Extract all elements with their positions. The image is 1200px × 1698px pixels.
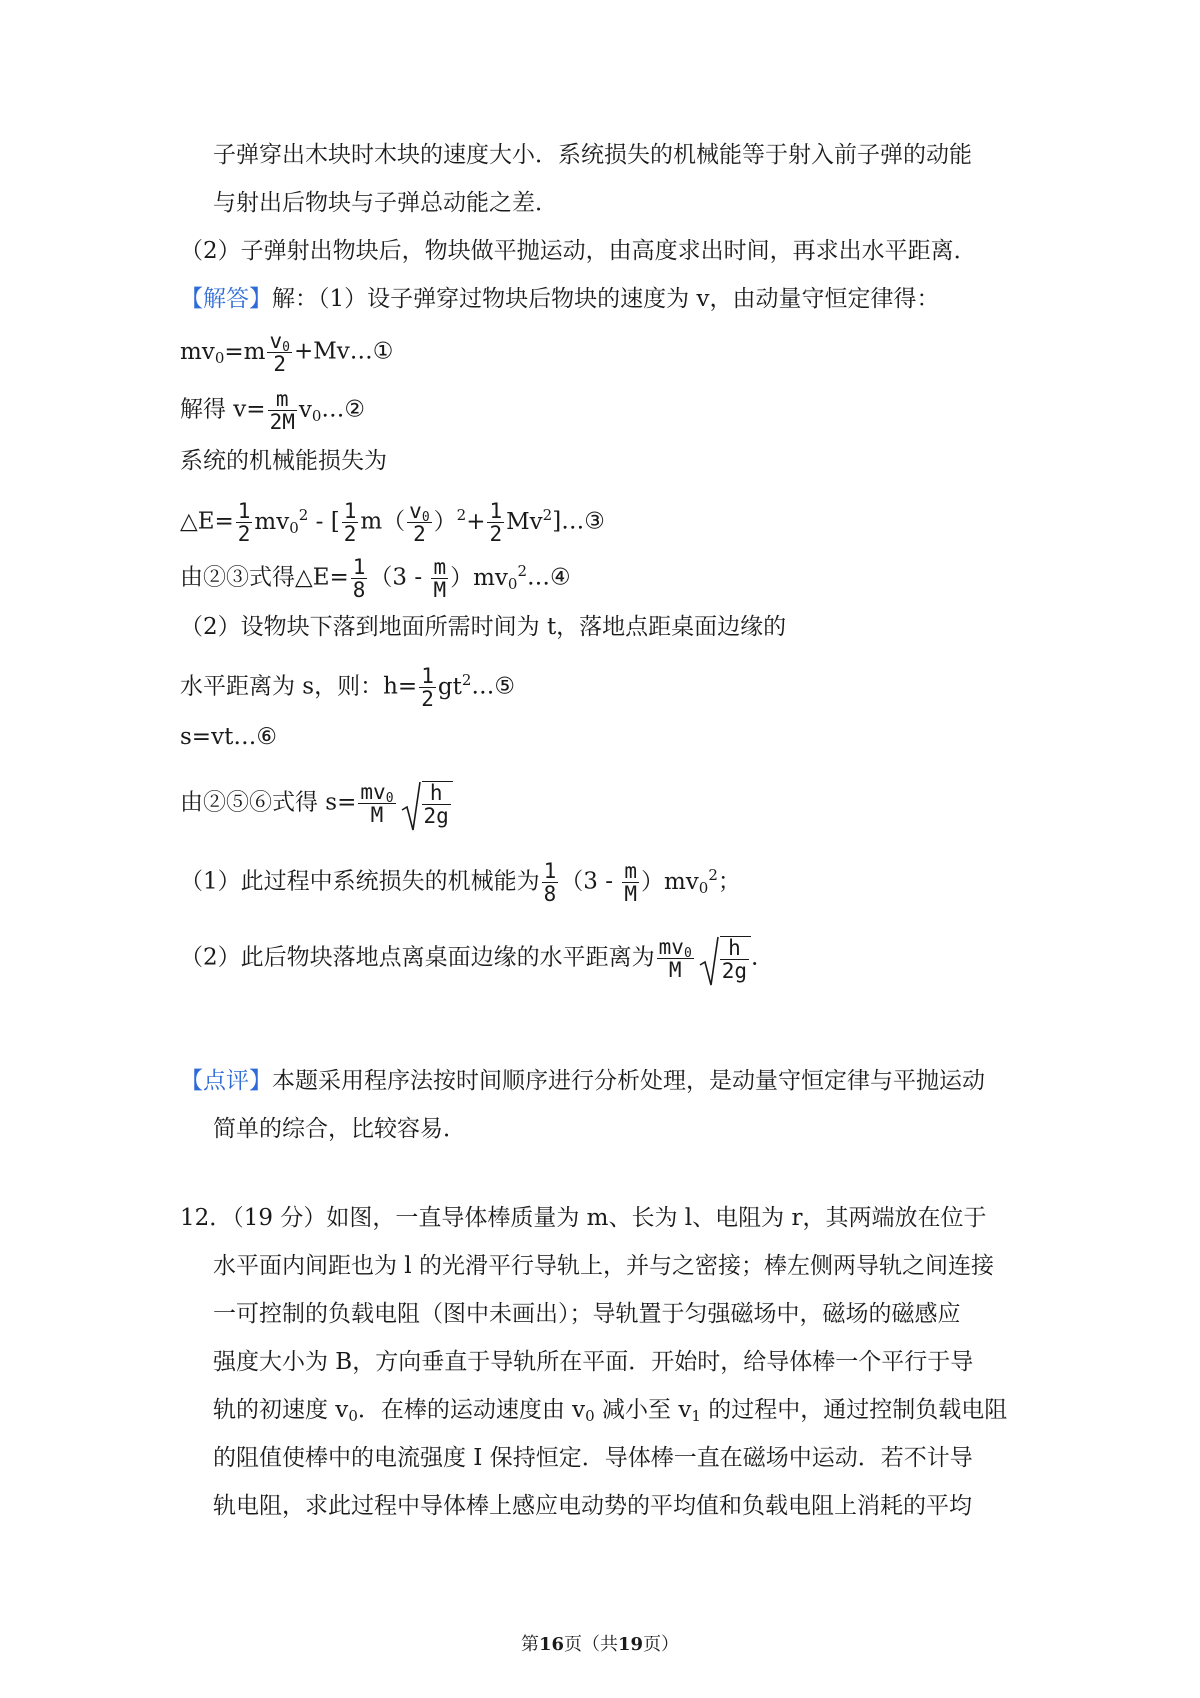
question-12-line-5: 轨的初速度 $v_0$．在棒的运动速度由 $v_0$ 减小至 $v_1$ 的过程中，通过控制负载电阻 — [213, 1397, 1008, 1425]
eq6-tail: …⑥ — [233, 724, 277, 750]
eq2-lead: 解得 v= — [180, 396, 266, 423]
eq1-fraction: $\frac{v_0}{2}$ — [269, 329, 290, 376]
question-text-1: （19 分）如图，一直导体棒质量为 m、长为 l、电阻为 r，其两端放在位于 — [232, 1205, 987, 1231]
equation-7: 由②⑤⑥式得 s= $\frac{mv_0}{M}$ $\frac{h}{2g}$ — [180, 780, 453, 827]
equation-3: △E= $\frac{1}{2}$ $mv_0^2$ - [ $\frac{1}{2}$ m（ $\frac{v_0}{2}$ ）$^2$+ $\frac{1}{2}$ Mv$^2$]…③ — [180, 499, 605, 546]
result-1: （1）此过程中系统损失的机械能为 $\frac{1}{8}$ （3 - $\frac{m}{M}$ ）$mv_0^2$； — [180, 859, 741, 906]
eq7-lead: 由②⑤⑥式得 s= — [180, 789, 357, 816]
equation-1 — [180, 330, 393, 375]
question-12-line-6: 的阻值使棒中的电流强度 I 保持恒定．导体棒一直在磁场中运动．若不计导 — [213, 1445, 973, 1471]
review-tag: 【点评】 — [180, 1068, 272, 1094]
answer-intro-text: 解：（1）设子弹穿过物块后物块的速度为 v，由动量守恒定律得： — [272, 286, 940, 312]
eq3-tail: ]…③ — [552, 508, 605, 535]
answer-tag: 【解答】 — [180, 286, 272, 312]
analysis-line-1: 子弹穿出木块时木块的速度大小．系统损失的机械能等于射入前子弹的动能 — [213, 142, 972, 168]
question-number: 12． — [180, 1205, 233, 1231]
review-line-1 — [180, 1066, 985, 1096]
eq1-lhs: $mv_0=m$ — [180, 338, 266, 367]
equation-6: s=vt…⑥ — [180, 724, 277, 750]
question-12-line-7: 轨电阻，求此过程中导体棒上感应电动势的平均值和负载电阻上消耗的平均 — [213, 1493, 972, 1519]
page-footer: 第16页（共19页） — [520, 1634, 680, 1655]
result2-lead: （2）此后物块落地点离桌面边缘的水平距离为 — [180, 944, 655, 971]
part2-line-2-lead: 水平距离为 s，则：h= — [180, 673, 418, 700]
energy-loss-label: 系统的机械能损失为 — [180, 448, 387, 474]
eq2-v0: $v_0$ — [298, 396, 322, 425]
page-total: 19 — [618, 1634, 644, 1655]
question-12-line-4: 强度大小为 B，方向垂直于导轨所在平面．开始时，给导体棒一个平行于导 — [213, 1349, 974, 1375]
page-number: 16 — [538, 1634, 564, 1655]
eq5-tail: …⑤ — [471, 673, 515, 700]
analysis-line-3: （2）子弹射出物块后，物块做平抛运动，由高度求出时间，再求出水平距离． — [180, 238, 977, 264]
part2-line-1: （2）设物块下落到地面所需时间为 t，落地点距桌面边缘的 — [180, 614, 787, 640]
question-12-line-2: 水平面内间距也为 l 的光滑平行导轨上，并与之密接；棒左侧两导轨之间连接 — [213, 1253, 994, 1279]
question-12-line-3: 一可控制的负载电阻（图中未画出）；导轨置于匀强磁场中，磁场的磁感应 — [213, 1301, 961, 1327]
eq4-tail: …④ — [527, 564, 571, 591]
eq4-lead: 由②③式得△E= — [180, 564, 349, 591]
review-text-1: 本题采用程序法按时间顺序进行分析处理，是动量守恒定律与平抛运动 — [272, 1068, 985, 1094]
answer-intro — [180, 284, 939, 314]
equation-4: 由②③式得△E= $\frac{1}{8}$ （3 - $\frac{m}{M}$ ）$mv_0^2\dots ④$ — [180, 555, 571, 602]
eq1-tail: +Mv…① — [293, 338, 394, 365]
eq2-fraction: $\frac{m}{2M}$ — [269, 387, 295, 434]
result1-tail: ； — [717, 868, 741, 895]
eq2-tail: …② — [321, 396, 366, 423]
result-2: （2）此后物块落地点离桌面边缘的水平距离为 $\frac{mv_0}{M}$ $\frac{h}{2g}$ ． — [180, 935, 775, 983]
equation-5: 水平距离为 s，则：h= $\frac{1}{2}$ $gt^2\dots ⑤$ — [180, 664, 515, 711]
result1-lead: （1）此过程中系统损失的机械能为 — [180, 868, 540, 895]
question-12-line-1 — [180, 1203, 986, 1233]
sqrt-symbol: $\frac{h}{2g}$ — [400, 780, 453, 827]
result2-tail: ． — [751, 944, 775, 971]
equation-2 — [180, 388, 365, 433]
review-line-2: 简单的综合，比较容易． — [213, 1116, 466, 1142]
analysis-line-2: 与射出后物块与子弹总动能之差． — [213, 190, 558, 216]
